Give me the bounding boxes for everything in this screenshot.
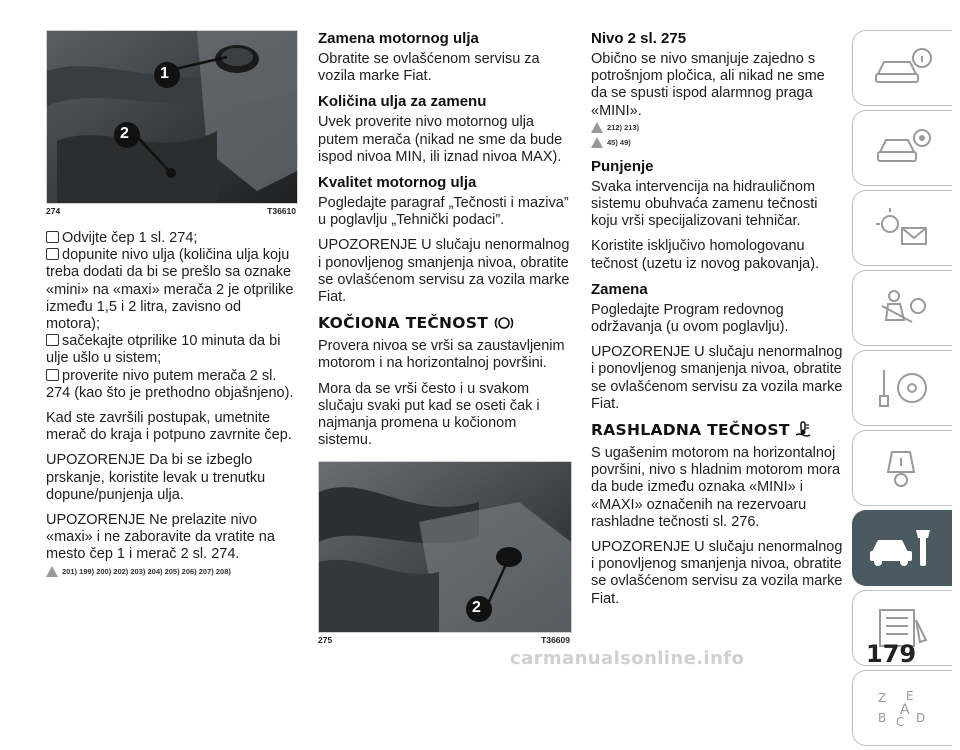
- figure-caption-275: [318, 635, 570, 645]
- heading-oil-quantity: Količina ulja za zamenu: [318, 93, 487, 111]
- engine-photo-275: [319, 462, 571, 632]
- reference-list: 45) 49): [591, 137, 843, 148]
- column-3: [591, 30, 843, 616]
- paragraph: Obično se nivo smanjuje zajedno s potrošnjom pločica, ali nikad ne sme da se spusti ispod alarmnog praga «MINI».: [591, 51, 825, 119]
- warning-triangle-icon: [46, 566, 58, 577]
- svg-text:E: E: [905, 689, 914, 703]
- figure-274: [46, 30, 298, 204]
- engine-photo-274: [47, 31, 297, 203]
- tab-servicing-maintenance[interactable]: [852, 510, 952, 586]
- checkbox-bullet-icon: [46, 369, 59, 381]
- heading-replacement: Zamena: [591, 280, 648, 298]
- svg-text:B: B: [877, 711, 886, 725]
- warning-paragraph: UPOZORENJE Ne prelazite nivo «maxi» i ne zaboravite da vratite na mesto čep 1 i merač 2 sl. 274.: [46, 512, 275, 563]
- heading-oil-quality: Kvalitet motornog ulja: [318, 174, 477, 192]
- step-item: proverite nivo putem merača 2 sl. 274 (kao što je prethodno objašnjeno).: [46, 367, 294, 401]
- figure-code: T36609: [541, 635, 570, 646]
- checkbox-bullet-icon: [46, 248, 59, 260]
- svg-text:Z: Z: [877, 691, 886, 705]
- figure-code: T36610: [267, 206, 296, 216]
- step-item: dopunite nivo ulja (količina ulja koju treba dodati da bi se prešlo sa oznake «mini» na «maxi» merača 2 je otprilike između 1,5 i 2 litra, zavisno od motora);: [46, 247, 294, 333]
- alphabet-index-icon: [872, 686, 934, 730]
- svg-text:D: D: [915, 711, 925, 725]
- paragraph: S ugašenim motorom na horizontalnoj površini, nivo s hladnim motorom mora da bude između oznaka «MINI» i «MAXI» označenih na rezervoaru rashladne tečnosti sl. 276.: [591, 445, 841, 530]
- paragraph: Koristite isključivo homologovanu tečnost (uzetu iz novog pakovanja).: [591, 238, 820, 272]
- callout-2: 2: [120, 125, 129, 142]
- brake-fluid-icon: [494, 316, 514, 330]
- paragraph: Pogledajte Program redovnog održavanja (u ovom poglavlju).: [591, 301, 789, 336]
- tab-emergency[interactable]: [852, 430, 952, 506]
- car-info-icon: [872, 46, 934, 90]
- step-item: sačekajte otprilike 10 minuta da bi ulje ušlo u sistem;: [46, 333, 281, 367]
- warning-paragraph: UPOZORENJE U slučaju nenormalnog i ponovljenog smanjenja nivoa, obratite se ovlašćenom servisu za vozila marke Fiat.: [318, 237, 570, 306]
- warning-paragraph: UPOZORENJE Da bi se izbeglo prskanje, koristite levak u trenutku dopune/punjenja ulja.: [46, 452, 266, 503]
- paragraph: Provera nivoa se vrši sa zaustavljenim motorom i na horizontalnoj površini.: [318, 338, 565, 372]
- watermark: carmanualsonline.info: [510, 648, 745, 669]
- callout-1: 1: [160, 65, 169, 82]
- tab-index[interactable]: [852, 670, 952, 746]
- reference-list: 212) 213): [591, 122, 843, 133]
- coolant-temperature-icon: [795, 421, 811, 437]
- heading-filling: Punjenje: [591, 157, 654, 175]
- tab-vehicle-knowledge[interactable]: [852, 110, 952, 186]
- car-service-icon: [868, 524, 938, 572]
- paragraph: Obratite se ovlašćenom servisu za vozila marke Fiat.: [318, 51, 540, 85]
- tab-instrument-panel[interactable]: [852, 190, 952, 266]
- car-lights-icon: [872, 126, 934, 170]
- tab-safety[interactable]: [852, 270, 952, 346]
- tab-starting-driving[interactable]: [852, 350, 952, 426]
- paragraph: Svaka intervencija na hidrauličnom sistemu obuhvaća zamenu tečnosti koju vrši specijalizovani tehničar.: [591, 178, 818, 230]
- figure-caption-274: [46, 206, 296, 216]
- heading-brake-fluid: KOČIONA TEČNOST: [318, 314, 570, 332]
- figure-number: 275: [318, 635, 333, 646]
- paragraph: Pogledajte paragraf „Tečnosti i maziva” u poglavlju „Tehnički podaci”.: [318, 195, 569, 229]
- callout-2: 2: [472, 599, 481, 617]
- checkbox-bullet-icon: [46, 334, 59, 346]
- tab-vehicle-info[interactable]: [852, 30, 952, 106]
- checkbox-bullet-icon: [46, 231, 59, 243]
- warning-paragraph: UPOZORENJE U slučaju nenormalnog i ponovljenog smanjenja nivoa, obratite se ovlašćenom servisu za vozila marke Fiat.: [591, 539, 843, 607]
- column-2: [318, 30, 570, 659]
- paragraph: Mora da se vrši često i u svakom slučaju svaki put kad se oseti čak i najmanja promena u kočionom sistemu.: [318, 380, 540, 449]
- airbag-icon: [872, 286, 934, 330]
- warning-paragraph: UPOZORENJE U slučaju nenormalnog i ponovljenog smanjenja nivoa, obratite se ovlašćenom servisu za vozila marke Fiat.: [591, 344, 843, 412]
- paragraph: Kad ste završili postupak, umetnite merač do kraja i potpuno zavrnite čep.: [46, 410, 292, 444]
- step-item: Odvijte čep 1 sl. 274;: [46, 230, 296, 247]
- reference-list: 201) 199) 200) 202) 203) 204) 205) 206) 207) 208): [46, 566, 296, 577]
- figure-275: [318, 461, 572, 633]
- heading-level: Nivo 2 sl. 275: [591, 30, 687, 47]
- warning-triangle-icon: [591, 122, 603, 133]
- page-number: 179: [866, 640, 917, 668]
- emergency-icon: [872, 446, 934, 490]
- warning-lights-icon: [872, 206, 934, 250]
- paragraph: Uvek proverite nivo motornog ulja putem merača (nikad ne sme da bude ispod nivoa MIN, ili iznad nivoa MAX).: [318, 114, 563, 165]
- heading-coolant: RASHLADNA TEČNOST: [591, 421, 843, 439]
- heading-oil-change: Zamena motornog ulja: [318, 30, 479, 47]
- svg-text:C: C: [895, 715, 904, 729]
- column-1: [46, 30, 296, 587]
- figure-number: 274: [46, 206, 61, 216]
- svg-text:A: A: [899, 702, 910, 718]
- warning-triangle-icon: [591, 137, 603, 148]
- steering-wheel-icon: [872, 366, 934, 410]
